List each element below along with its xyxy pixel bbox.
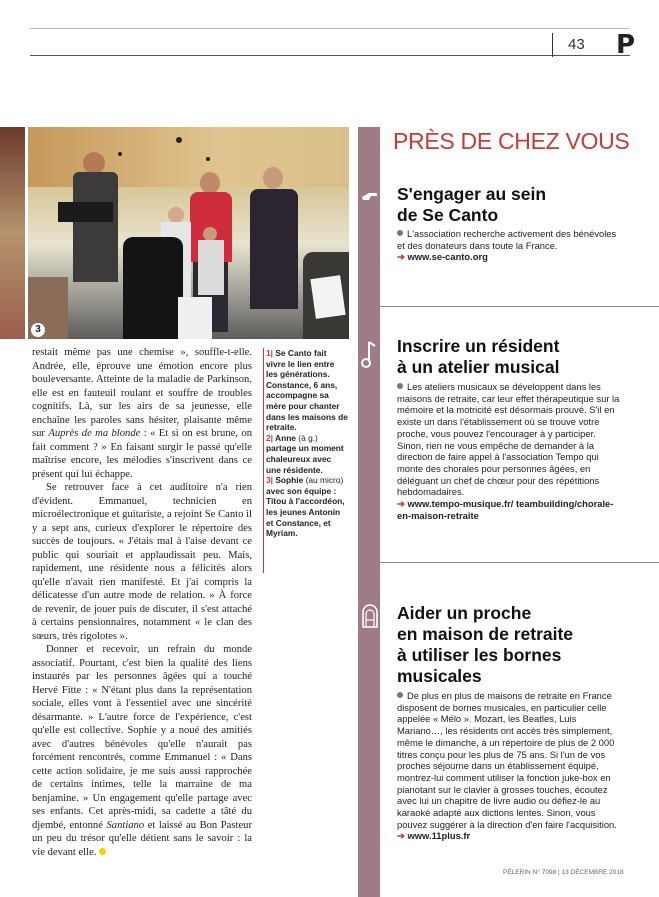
arrow-icon: ➔ (397, 830, 408, 842)
caption-text: Sophie (275, 475, 304, 486)
caption-2 (266, 433, 348, 475)
heading-line: de Se Canto (397, 205, 499, 225)
caption-text: avec son équipe : Titou à l'accordéon, les jeunes Antonin et Constance, et Myriam. (266, 485, 345, 539)
heading-line: Aider un proche (397, 603, 532, 623)
text-run: Donner et recevoir, un refrain du monde associatif. Pourtant, c'est bien la qualité des liens instaurés par les personnes âgées qui a touché Hervé Fitte : « N'étant plus dans la représentation sociale, elles vont à l'essentiel avec une sincérité désarmante. » L'autre force de l'expérience, c'est qu'elle est collective. Sophie y a noué des amitiés avec d'autres bénévoles qu'elle n'aurait pas forcément rencontrés, comme Emmanuel : « Dans cette action solidaire, je me suis aussi rapprochée de certains intimes, telle la marraine de ma benjamine. » Un engagement qu'elle partage avec ses enfants. Cet après-midi, sa cadette a tâté du djembé, entonné (32, 644, 252, 831)
link-text: www.11plus.fr (407, 830, 471, 842)
sidebar-text: L'association recherche activement des bénévoles et des donateurs dans toute la France. (397, 228, 617, 251)
photo-cropped-left (0, 127, 25, 339)
sidebar-heading-2 (397, 336, 559, 378)
text-run: et laissé au Bon Pasteur un peu du trésor qu'elle détient sans le savoir : la vie devant elle. (32, 819, 252, 858)
heading-line: musicales (397, 666, 482, 686)
caption-text: Se Canto fait vivre le lien entre les générations. Constance, 6 ans, accompagne sa mère pour chanter dans les maisons de retraite. (266, 348, 348, 433)
caption-gloss: (à g.) (295, 432, 318, 443)
sidebar-heading-1 (397, 184, 546, 226)
page-footer: PÈLERIN N° 7098 | 13 DÉCEMBRE 2018 (503, 869, 624, 876)
heading-line: en maison de retraite (397, 624, 574, 644)
caption-gloss: (au micro) (303, 475, 344, 486)
link-se-canto[interactable] (397, 251, 622, 263)
caption-1 (266, 348, 348, 433)
song-title: Auprès de ma blonde (48, 428, 141, 439)
link-text: www.se-canto.org (407, 251, 488, 263)
caption-number: 3| (266, 475, 274, 486)
bullet (397, 383, 403, 389)
heading-line: Inscrire un résident (397, 336, 560, 356)
text-run: restait même pas une chemise », souffle-t-elle. Andrée, elle, éprouve une émotion encore plus bouleversante. Atteinte de la maladie de Parkinson, elle est en fauteuil roulant et souffre de troubles cognitifs. Là, sur les airs de sa jeunesse, elle enchaîne les paroles sans hésiter, plaisante même sur (32, 347, 252, 439)
photo-captions (266, 348, 348, 539)
sidebar-body-2 (397, 381, 622, 521)
caption-text: Anne (275, 432, 296, 443)
link-11plus[interactable] (397, 830, 622, 842)
paragraph (32, 346, 252, 481)
sidebar-body-3 (397, 690, 622, 842)
photo-badge-number: 3 (31, 323, 45, 337)
sidebar-strip (358, 127, 380, 897)
heading-line: S'engager au sein (397, 184, 547, 204)
caption-number: 2| (266, 432, 274, 443)
caption-rule (263, 348, 264, 573)
magazine-logo: P (616, 30, 636, 60)
link-tempo-musique[interactable] (397, 498, 622, 521)
caption-text: partage un moment chaleureux avec une résidente. (266, 443, 344, 475)
header-top-rule (30, 28, 630, 29)
sidebar-body-1 (397, 228, 622, 263)
paragraph (32, 643, 252, 859)
header-separator (552, 33, 553, 57)
article-body (32, 346, 252, 859)
heading-line: à un atelier musical (397, 357, 560, 377)
sidebar-separator (380, 306, 659, 307)
bullet (397, 692, 403, 698)
heading-line: à utiliser les bornes (397, 645, 562, 665)
arrow-icon: ➔ (397, 498, 408, 510)
hand-icon (361, 188, 379, 202)
sidebar-text: Les ateliers musicaux se développent dans les maisons de retraite, car leur effet thérapeutique sur la mémoire et la motricité est désormais prouvé. S'il en existe un dans l'établissement où se trouve votre proche, vous pouvez l'encourager à y participer. Sinon, rien ne vous empêche de demander à la direction de faire appel à l'association Tempo qui monte des chorales pour personnes âgées, en déléguant un chef de chœur pour des répétitions hebdomadaires. (397, 381, 620, 498)
caption-3 (266, 475, 348, 539)
arrow-icon: ➔ (397, 251, 408, 263)
music-note-icon (361, 340, 377, 370)
end-of-article-dot (99, 848, 106, 855)
bullet (397, 230, 403, 236)
sidebar-title: PRÈS DE CHEZ VOUS (393, 128, 630, 154)
header-rule (30, 55, 630, 56)
text-run: : « Et si on est brune, on fait comment ? » En faisant surgir le passé qu'elle maîtrise encore, les mélodies s'inscrivent dans ce présent qui lui échappe. (32, 428, 252, 480)
jukebox-icon (361, 603, 379, 629)
page-number: 43 (568, 36, 585, 53)
paragraph: Se retrouver face à cet auditoire n'a rien d'évident. Emmanuel, technicien en microélectronique et guitariste, a rejoint Se Canto il y a sept ans, curieux d'explorer le répertoire des succès de toujours. « J'étais mal à l'aise devant ce public qui souriait et applaudissait peu. Mais, rapidement, une résidente nous a félicités alors qu'elle n'avait rien manifesté. Et j'ai compris la délicatesse d'un autre mode de relation. » À force de revenir, de jouer puis de discuter, il s'est attaché à certains pensionnaires, notamment « le clan des sœurs, très rigolotes ». (32, 482, 252, 642)
caption-number: 1| (266, 348, 274, 358)
sidebar-heading-3 (397, 603, 573, 687)
photo-choir-performance (28, 127, 349, 339)
sidebar-text: De plus en plus de maisons de retraite en France disposent de bornes musicales, en particulier celle appelée « Mélo ». Mozart, les Beatles, Luis Mariano…, les résidents ont accès très simplement, même le dimanche, à un répertoire de plus de 2 000 titres conçu pour les plus de 75 ans. Si l'un de vos proches séjourne dans un établissement équipé, montrez-lui comment utiliser la fonction juke-box en pianotant sur le clavier à grosses touches, écoutez avec lui un chapitre de livre audio ou défiez-le au karaoké adapté aux dictions lentes. Sinon, vous pouvez suggérer à la direction d'en faire l'acquisition. (397, 690, 617, 830)
sidebar-separator (380, 562, 659, 563)
link-text: www.tempo-musique.fr/ teambuilding/chorale-en-maison-retraite (397, 498, 614, 521)
song-title: Santiano (106, 819, 145, 831)
